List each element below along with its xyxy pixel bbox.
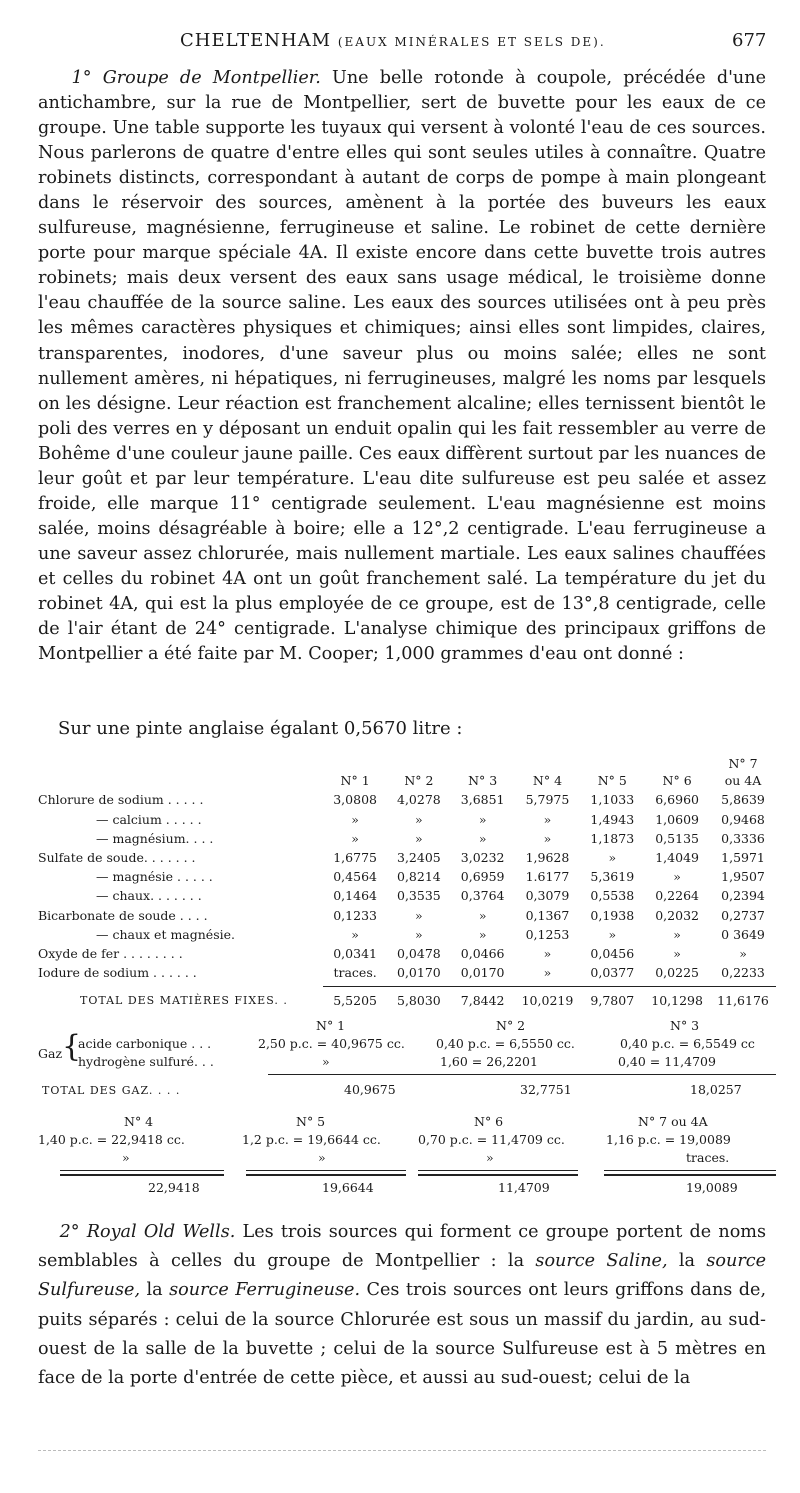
table-row [38,848,776,867]
cell: 2,50 p.c. = 40,9675 cc. [258,1036,405,1051]
column-header: N° 6 [474,1114,504,1129]
column-header: N° 5 [296,1114,326,1129]
cell: » [478,811,487,827]
cell: 0,0377 [590,965,635,981]
table-row [38,963,776,982]
total-row [38,987,776,1014]
cell: » [415,811,423,827]
cell: » [739,945,747,961]
column-header: N° 4 [124,1114,154,1129]
row-label: hydrogène sulfuré. . . [78,1054,214,1069]
header-title: CHELTENHAM (EAUX MINÉRALES ET SELS DE). [180,30,606,51]
cell: » [543,811,552,827]
row-label: Bicarbonate de soude . . . . [38,907,208,923]
cell: » [478,926,487,942]
row-label: — magnésie . . . . . [96,869,213,885]
row-label: Oxyde de fer . . . . . . . . [38,945,183,961]
source-name: source Saline, [535,1251,668,1272]
cell: 1,1033 [590,792,635,808]
cell: » [351,830,359,846]
cell: 0,3764 [460,888,505,904]
cell: » [415,830,423,846]
source-name: source Sulfureuse, [38,1251,767,1301]
table-header-row [38,771,776,790]
cell: 1,16 p.c. = 19,0089 [606,1132,731,1147]
cell: 0,1253 [525,926,570,942]
brace-glyph: { [62,1029,82,1064]
row-label: Chlorure de sodium . . . . . [38,792,204,808]
column-header: N° 7 ou 4A [638,1114,708,1129]
cell: 11,4709 [498,1180,550,1195]
cell: 1,6775 [333,850,377,866]
column-header: N° 3 [468,773,498,789]
table-rule [418,1170,578,1176]
table-row [38,790,776,809]
cell: 0,0456 [590,945,635,961]
total-label: TOTAL DES GAZ. . . . [42,1084,181,1097]
table-rule [604,1170,776,1176]
row-label: Iodure de sodium . . . . . . [38,965,197,981]
cell: 0,3079 [525,888,570,904]
row-label: — chaux et magnésie. [96,926,235,942]
cell: » [122,1150,130,1165]
cell: » [351,926,359,942]
paragraph-montpellier [38,66,766,667]
row-label: — magnésium. . . . [96,830,214,846]
cell: 3,2405 [397,850,441,866]
cell: 5,8030 [397,992,441,1008]
paragraph-text: Les trois sources qui forment ce groupe portent de noms semblables à celles du groupe de Montpellier : la [38,1222,766,1272]
cell: 1.6177 [525,869,570,885]
column-header: N° 1 [316,1018,346,1033]
cell: 0,1233 [333,907,377,923]
cell: 0,0225 [655,965,699,981]
cell: 5,8639 [721,792,765,808]
paragraph-body: Une belle rotonde à coupole, précédée d'une antichambre, sur la rue de Montpellier, sert de buvette pour les eaux de ce groupe. Une table supporte les tuyaux qui versent à volonté l'eau de ces sources. Nous parlerons de quatre d'entre elles qui sont seules utiles à connaître. Quatre robinets distincts, correspondant à autant de corps de pompe à main plongeant dans le réservoir des sources, amènent à la portée des buveurs les eaux sulfureuse, magnésienne, ferrugineuse et saline. Le robinet de cette dernière porte pour marque spéciale 4A. Il existe encore dans cette buvette trois autres robinets; mais deux versent des eaux sans usage médical, le troisième donne l'eau chauffée de la source saline. Les eaux des sources utilisées ont à peu près les mêmes caractères physiques et chimiques; ainsi elles sont limpides, claires, transparentes, inodores, d'une saveur plus ou moins salée; elles ne sont nullement amères, ni hépatiques, ni ferrugineuses, malgré les noms par lesquels on les désigne. Leur réaction est franchement alcaline; elles ternissent bientôt le poli des verres en y déposant un enduit opalin qui les fait ressembler au verre de Bohême d'une couleur jaune paille. Ces eaux diffèrent surtout par les nuances de leur goût et par leur température. L'eau dite sulfureuse est peu salée et assez froide, elle marque 11° centigrade seulement. L'eau magnésienne est moins salée, moins désagréable à boire; elle a 12°,2 centigrade. L'eau ferrugineuse a une saveur assez chlorurée, mais nullement martiale. Les eaux salines chauffées et celles du robinet 4A ont un goût franchement salé. La température du jet du robinet 4A, qui est la plus employée de ce groupe, est de 13°,8 centigrade, celle de l'air étant de 24° centigrade. L'analyse chimique des principaux griffons de Montpellier a été faite par M. Cooper; 1,000 grammes d'eau ont donné : [38,68,767,665]
row-label: — calcium . . . . . [96,811,202,827]
cell: 0,2394 [721,888,765,904]
column-header: N° 2 [496,1018,526,1033]
total-label: TOTAL DES MATIÈRES FIXES. . [80,993,288,1007]
cell: 1,4049 [655,850,699,866]
table-row [38,944,776,963]
cell: 0,4564 [333,869,377,885]
column-header: ou 4A [724,773,762,789]
cell: » [673,869,681,885]
cell: 32,7751 [520,1082,572,1097]
cell: 0,9468 [721,811,765,827]
cell: 1,5971 [721,850,765,866]
cell: 22,9418 [148,1180,200,1195]
cell: 19,0089 [686,1180,738,1195]
paragraph-text: la [146,1280,163,1301]
cell: 0,2233 [721,965,765,981]
cell: » [608,850,617,866]
cell: » [673,945,681,961]
column-header: N° 7 [728,756,758,772]
gas-table [38,1018,776,1208]
cell: » [608,926,617,942]
cell: » [322,1054,330,1069]
source-name: source Ferrugineuse. [169,1280,361,1301]
cell: 0,2737 [721,907,765,923]
table-row [38,925,776,944]
paragraph-lead: 1° Groupe de Montpellier. [71,68,321,88]
table-row [38,829,776,848]
cell: 9,7807 [590,992,635,1008]
cell: 1,9507 [721,869,765,885]
cell: traces. [333,965,377,981]
paragraph-text: Ces trois sources ont leurs griffons dans de, puits séparés : celui de la source Chlorurée est sous un massif du jardin, au sud-ouest de la salle de la buvette ; celui de la source Sulfureuse est à 5 mètres en face de la porte d'entrée de cette pièce, et aussi au sud-ouest; celui de la [38,1280,767,1389]
cell: 1,9628 [525,850,570,866]
cell: 1,2 p.c. = 19,6644 cc. [242,1132,381,1147]
cell: 1,0609 [655,811,699,827]
cell: 0,40 p.c. = 6,5549 cc [620,1036,755,1051]
cell: » [478,907,487,923]
cell: 10,1298 [651,992,703,1008]
column-header: N° 4 [532,773,563,789]
paragraph-text: la [678,1251,696,1272]
cell: 4,0278 [397,792,441,808]
cell: 0,3336 [721,830,765,846]
cell: 6,6960 [655,792,699,808]
cell: 0,8214 [397,869,441,885]
cell: 1,60 = 26,2201 [440,1054,538,1069]
cell: 18,0257 [690,1082,742,1097]
cell: 11,6176 [717,992,769,1008]
cell: 3,0232 [460,850,505,866]
table-rule [60,1170,224,1176]
running-header [0,30,800,58]
cell: 0,1464 [333,888,377,904]
cell: 1,40 p.c. = 22,9418 cc. [38,1132,185,1147]
cell: 10,0219 [521,992,574,1008]
table-row [38,867,776,886]
table-row [38,810,776,829]
page-number: 677 [732,30,767,51]
bottom-bleed-line [38,1450,766,1451]
cell: » [318,1150,326,1165]
cell: » [673,926,681,942]
column-header: N° 6 [662,773,692,789]
table-rule [268,1074,776,1075]
cell: » [351,811,359,827]
table-row [38,886,776,905]
cell: traces. [686,1150,730,1165]
cell: 0,0170 [397,965,441,981]
cell: 7,8442 [460,992,505,1008]
paragraph-royal-old-wells [38,1218,766,1393]
cell: 5,3619 [590,869,635,885]
row-label: acide carbonique . . . [78,1036,212,1051]
table-header-row [38,752,776,771]
cell: » [415,907,423,923]
cell: 0,2264 [655,888,699,904]
cell: 0,6959 [460,869,505,885]
cell: 0,5135 [655,830,699,846]
cell: » [415,926,423,942]
column-header: N° 3 [670,1018,700,1033]
cell: 3,0808 [333,792,377,808]
cell: 0,0478 [397,945,441,961]
paragraph-lead: 2° Royal Old Wells. [59,1222,236,1242]
cell: 0,70 p.c. = 11,4709 cc. [418,1132,565,1147]
cell: 0,1938 [590,907,635,923]
cell: 0 3649 [721,926,765,942]
cell: 0,5538 [590,888,635,904]
cell: 0,2032 [655,907,699,923]
column-header: N° 5 [597,773,627,789]
cell: 0,3535 [397,888,441,904]
table-rule [246,1170,406,1176]
cell: 0,1367 [525,907,570,923]
column-header: N° 2 [404,773,434,789]
cell: 0,40 p.c. = 6,5550 cc. [436,1036,575,1051]
cell: 5,5205 [333,992,377,1008]
cell: 40,9675 [344,1082,396,1097]
gaz-label: Gaz [38,1046,63,1061]
cell: 0,0341 [333,945,377,961]
cell: 5,7975 [525,792,570,808]
cell: » [543,945,552,961]
cell: 1,4943 [590,811,635,827]
mineral-analysis-table [38,752,776,1013]
cell: » [486,1150,494,1165]
row-label: Sulfate de soude. . . . . . . [38,850,196,866]
table-intro: Sur une pinte anglaise égalant 0,5670 litre : [58,718,463,739]
cell: 0,0170 [460,965,505,981]
cell: 0,40 = 11,4709 [618,1054,716,1069]
cell: 3,6851 [460,792,505,808]
cell: » [543,830,552,846]
cell: » [543,965,552,981]
cell: 1,1873 [590,830,635,846]
cell: 0,0466 [460,945,505,961]
column-header: N° 1 [340,773,370,789]
cell: » [478,830,487,846]
cell: 19,6644 [322,1180,374,1195]
row-label: — chaux. . . . . . . [96,888,202,904]
table-row [38,906,776,925]
